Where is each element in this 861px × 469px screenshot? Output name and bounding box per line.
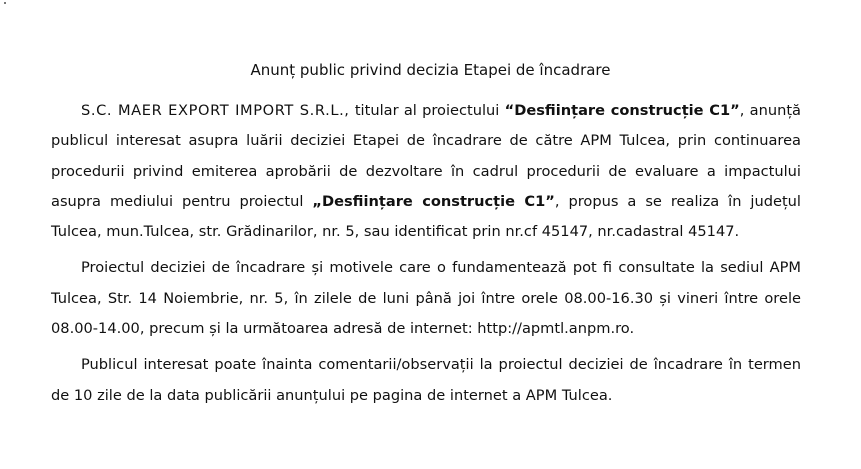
project-name-repeat: „Desființare construcție C1” bbox=[312, 192, 555, 210]
paragraph1-text-a: titular al proiectului bbox=[349, 102, 505, 119]
paragraph-consultation: Proiectul deciziei de încadrare și motivele care o fundamentează pot fi consultate la sediul APM Tulcea, Str. 14 Noiembrie, nr. 5, în zilele de luni până joi între orele 08.00-16.30 și vineri între orele 08.00-14.00, precum și la următoarea adresă de internet: http://apmtl.anpm.ro. bbox=[51, 259, 801, 338]
paragraph1-text-c: , propus a se realiza în județul Tulcea, mun.Tulcea, str. Grădinarilor, nr. 5, sau identificat prin nr.cf 45147, nr.cadastral 45147. bbox=[51, 192, 801, 241]
project-name: “Desființare construcție C1” bbox=[504, 102, 740, 119]
announcement-title: Anunț public privind decizia Etapei de încadrare bbox=[250, 61, 611, 79]
paragraph-comments: Publicul interesat poate înainta comentarii/observații la proiectul deciziei de încadrare în termen de 10 zile de la data publicării anunțului pe pagina de internet a APM Tulcea. bbox=[51, 356, 801, 404]
paragraph1-text-b: , anunță publicul interesat asupra luării deciziei Etapei de încadrare de către APM Tulcea, prin continuarea procedurii privind emiterea aprobării de dezvoltare în cadrul procedurii de evaluare a impactului asupra mediului pentru proiectul bbox=[51, 102, 801, 210]
announcement-body bbox=[51, 96, 801, 411]
paragraph-project-announcement bbox=[51, 96, 801, 247]
company-name: S.C. MAER EXPORT IMPORT S.R.L., bbox=[81, 102, 350, 119]
scan-dot bbox=[4, 2, 6, 4]
